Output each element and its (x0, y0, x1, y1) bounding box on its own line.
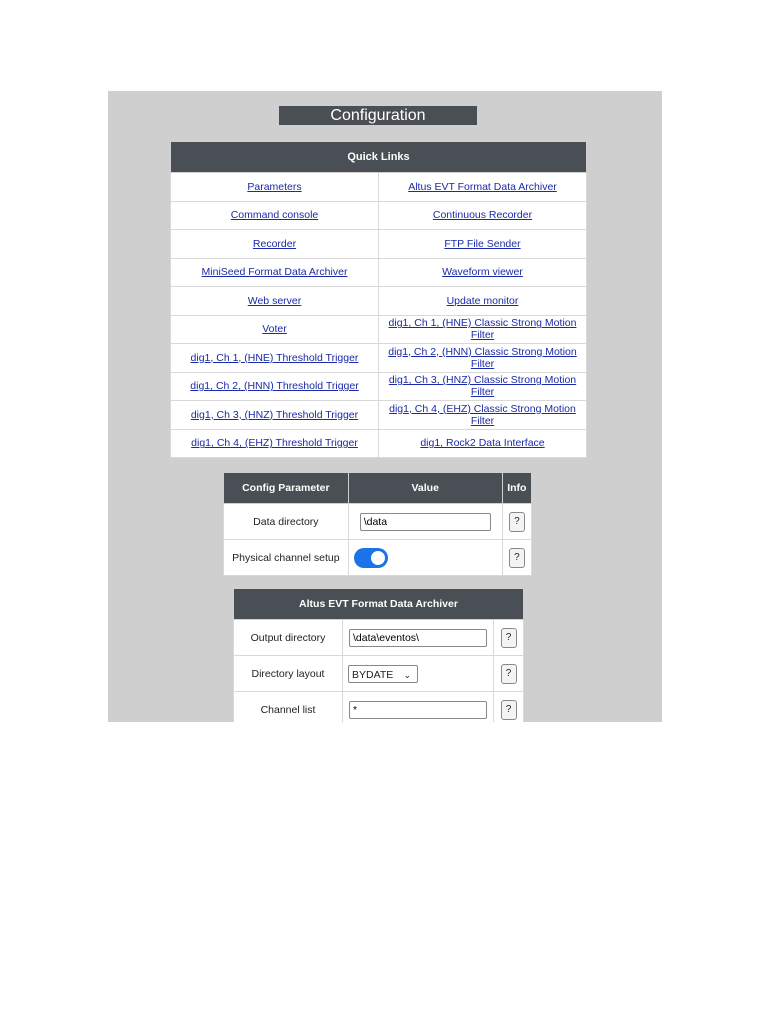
quick-links-row (171, 429, 587, 458)
quick-links-header: Quick Links (171, 142, 587, 173)
quick-links-row (171, 230, 587, 259)
output-directory-label: Output directory (234, 620, 343, 656)
quick-link[interactable]: Parameters (247, 180, 302, 193)
quick-link[interactable]: Voter (262, 323, 287, 336)
quick-link[interactable]: dig1, Ch 4, (EHZ) Classic Strong Motion Filter (389, 402, 576, 427)
quick-link[interactable]: dig1, Ch 2, (HNN) Threshold Trigger (190, 380, 359, 393)
config-parameter-header: Config Parameter (224, 473, 349, 504)
info-header: Info (502, 473, 531, 504)
output-directory-input[interactable] (349, 629, 487, 647)
directory-layout-label: Directory layout (234, 656, 343, 692)
evt-archiver-table (233, 588, 524, 722)
quick-link[interactable]: dig1, Ch 2, (HNN) Classic Strong Motion Filter (388, 345, 577, 370)
quick-links-row (171, 258, 587, 287)
physical-channel-setup-toggle[interactable] (354, 548, 388, 568)
quick-links-table (170, 141, 587, 458)
quick-link[interactable]: Update monitor (446, 294, 519, 307)
table-row (234, 692, 524, 723)
physical-channel-setup-label: Physical channel setup (224, 540, 349, 576)
quick-link[interactable]: dig1, Ch 3, (HNZ) Threshold Trigger (190, 408, 359, 421)
output-directory-info-button[interactable]: ? (501, 628, 517, 648)
quick-link[interactable]: Web server (247, 294, 302, 307)
quick-link[interactable]: dig1, Ch 4, (EHZ) Threshold Trigger (191, 437, 358, 450)
data-directory-label: Data directory (224, 504, 349, 540)
quick-link[interactable]: Command console (230, 209, 319, 222)
value-header: Value (348, 473, 502, 504)
table-row (224, 540, 532, 576)
quick-links-row (171, 315, 587, 344)
quick-link[interactable]: dig1, Ch 3, (HNZ) Classic Strong Motion Filter (388, 374, 577, 399)
quick-links-row (171, 401, 587, 430)
table-row (234, 656, 524, 692)
directory-layout-value: BYDATE (352, 668, 394, 681)
quick-link[interactable]: Recorder (252, 237, 297, 250)
quick-link[interactable]: Waveform viewer (442, 266, 523, 279)
quick-link[interactable]: dig1, Rock2 Data Interface (420, 437, 545, 450)
quick-links-row (171, 372, 587, 401)
page-title: Configuration (279, 106, 477, 125)
quick-link[interactable]: dig1, Ch 1, (HNE) Classic Strong Motion Filter (388, 317, 577, 342)
quick-links-row (171, 173, 587, 202)
config-parameter-table (223, 472, 532, 576)
evt-archiver-header: Altus EVT Format Data Archiver (234, 589, 524, 620)
quick-links-row (171, 287, 587, 316)
table-row (224, 504, 532, 540)
table-row (234, 620, 524, 656)
quick-link[interactable]: dig1, Ch 1, (HNE) Threshold Trigger (190, 351, 359, 364)
channel-list-label: Channel list (234, 692, 343, 723)
quick-link[interactable]: FTP File Sender (444, 237, 521, 250)
quick-link[interactable]: Continuous Recorder (432, 209, 533, 222)
data-directory-input[interactable] (360, 513, 491, 531)
quick-link[interactable]: Altus EVT Format Data Archiver (408, 180, 557, 193)
quick-links-body (171, 173, 587, 458)
channel-list-input[interactable] (349, 701, 487, 719)
quick-links-row (171, 201, 587, 230)
quick-links-row (171, 344, 587, 373)
directory-layout-select[interactable] (348, 665, 418, 683)
data-directory-info-button[interactable]: ? (509, 512, 525, 532)
channel-list-info-button[interactable]: ? (501, 700, 517, 720)
config-panel (108, 91, 662, 722)
directory-layout-info-button[interactable]: ? (501, 664, 517, 684)
quick-link[interactable]: MiniSeed Format Data Archiver (201, 266, 348, 279)
chevron-down-icon: ⌄ (403, 669, 411, 680)
physical-channel-setup-info-button[interactable]: ? (509, 548, 525, 568)
toggle-knob (371, 551, 385, 565)
